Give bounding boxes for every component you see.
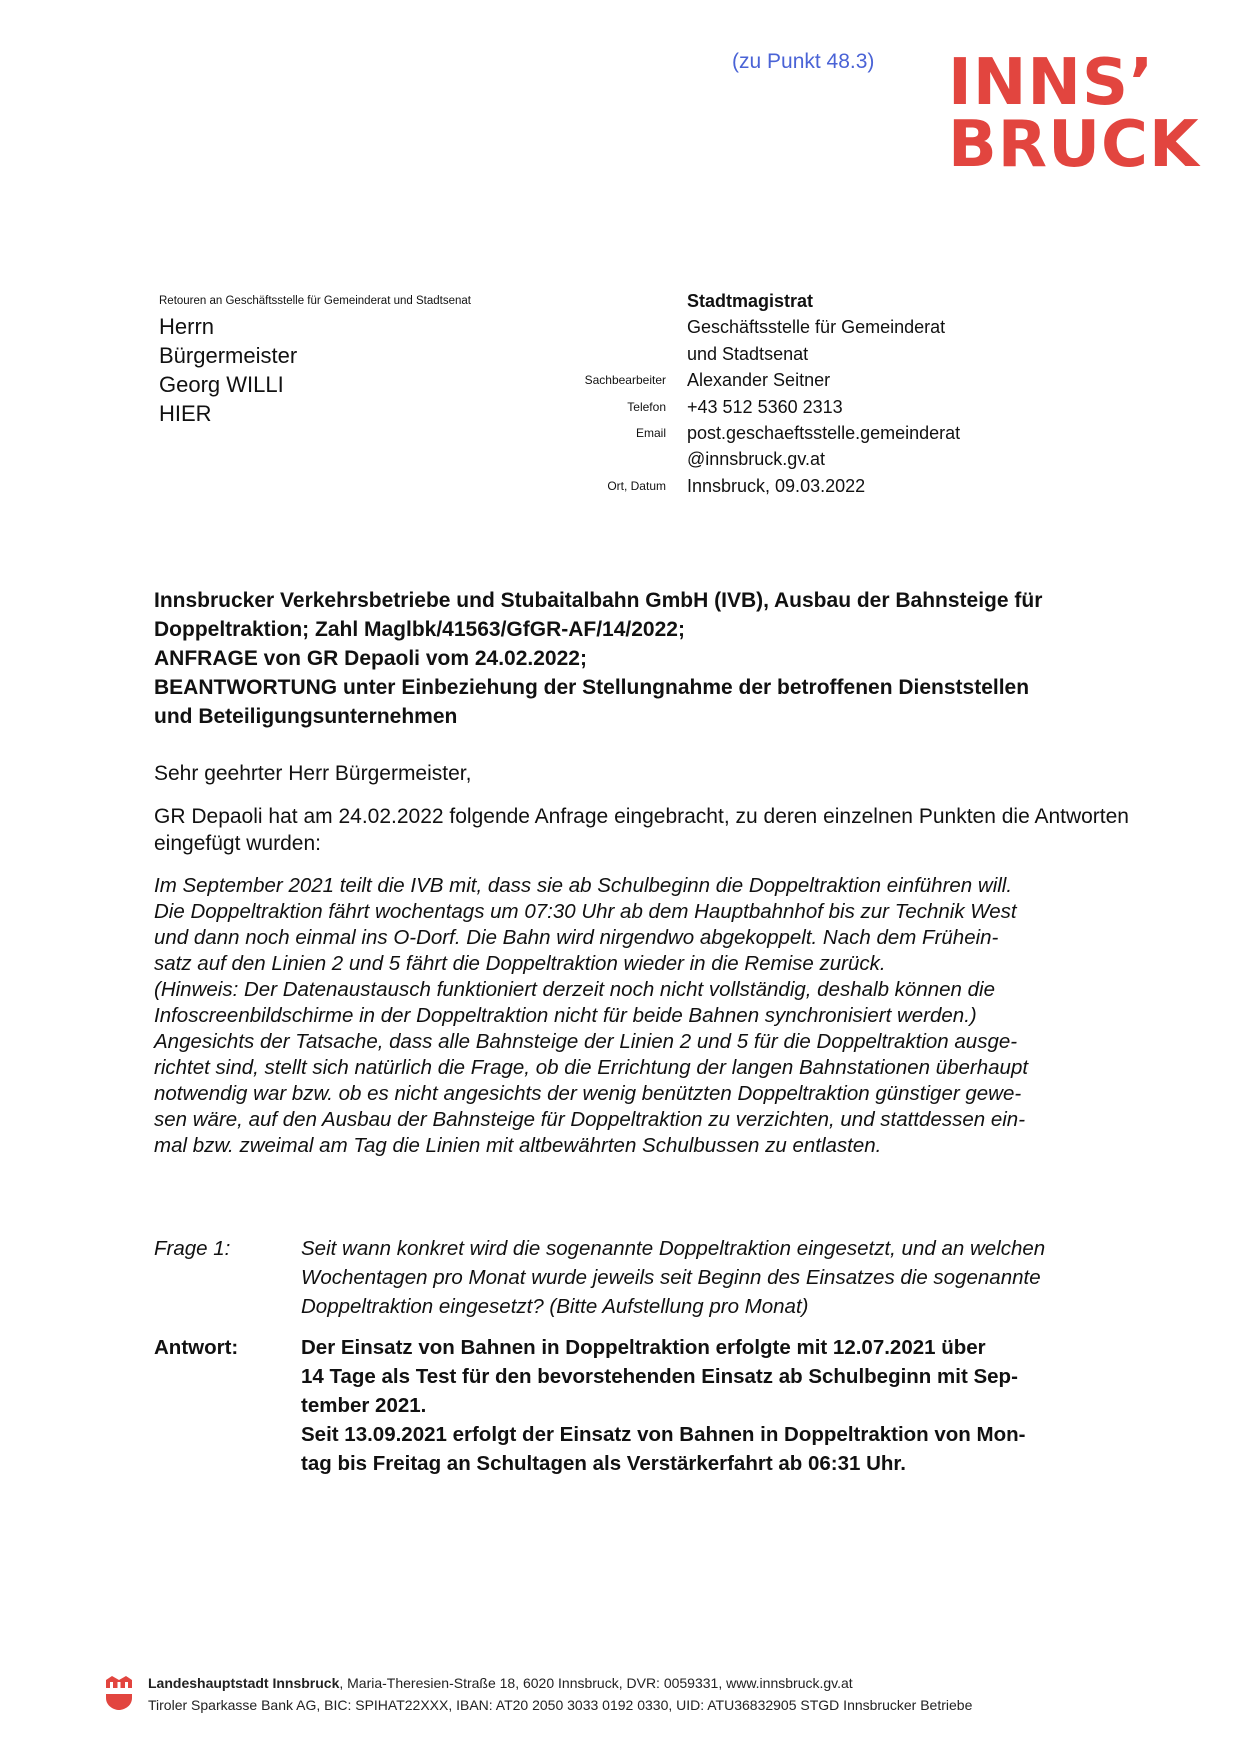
answer-label: Antwort: (154, 1336, 239, 1359)
clerk-label: Sachbearbeiter (584, 373, 666, 388)
answer-line: Seit 13.09.2021 erfolgt der Einsatz von Bahnen in Doppeltraktion von Mon- (301, 1423, 1026, 1446)
answer-line: 14 Tage als Test für den bevorstehenden Einsatz ab Schulbeginn mit Sep- (301, 1365, 1018, 1388)
footer-org-details: , Maria-Theresien-Straße 18, 6020 Innsbruck, DVR: 0059331, www.innsbruck.gv.at (339, 1675, 853, 1691)
question-line: Seit wann konkret wird die sogenannte Doppeltraktion eingesetzt, und an welchen (301, 1237, 1046, 1260)
inquiry-line: (Hinweis: Der Datenaustausch funktioniert derzeit noch nicht vollständig, deshalb können die (154, 978, 995, 1001)
inquiry-line: und dann noch einmal ins O-Dorf. Die Bahn wird nirgendwo abgekoppelt. Nach dem Frühein- (154, 926, 999, 949)
inquiry-line: Angesichts der Tatsache, dass alle Bahnsteige der Linien 2 und 5 für die Doppeltraktion ausge- (154, 1030, 1018, 1053)
recipient-line: HIER (159, 401, 212, 426)
city-emblem-icon (104, 1672, 134, 1712)
inquiry-line: Infoscreenbildschirme in der Doppeltraktion nicht für beide Bahnen synchronisiert werden.) (154, 1004, 977, 1027)
inquiry-line: Die Doppeltraktion fährt wochentags um 07:30 Uhr ab dem Hauptbahnhof bis zur Technik West (154, 900, 1017, 923)
inquiry-line: Im September 2021 teilt die IVB mit, dass sie ab Schulbeginn die Doppeltraktion einführen will. (154, 874, 1013, 897)
subject-line: ANFRAGE von GR Depaoli vom 24.02.2022; (154, 647, 587, 670)
question-label: Frage 1: (154, 1237, 231, 1260)
subject-line: Innsbrucker Verkehrsbetriebe und Stubaitalbahn GmbH (IVB), Ausbau der Bahnsteige für (154, 589, 1043, 612)
answer-line: tember 2021. (301, 1394, 427, 1417)
answer-line: tag bis Freitag an Schultagen als Verstärkerfahrt ab 06:31 Uhr. (301, 1452, 906, 1475)
letter-subject (154, 586, 1134, 731)
innsbruck-logo (948, 46, 1200, 182)
subject-line: BEANTWORTUNG unter Einbeziehung der Stellungnahme der betroffenen Dienststellen (154, 676, 1030, 699)
inquiry-line: notwendig war bzw. ob es nicht angesichts der wenig benützten Doppeltraktion günstiger gewe- (154, 1082, 1022, 1105)
logo-line-1: INNS’ (948, 46, 1155, 120)
return-address: Retouren an Geschäftsstelle für Gemeinderat und Stadtsenat (159, 295, 471, 307)
footer-bank-line: Tiroler Sparkasse Bank AG, BIC: SPIHAT22XXX, IBAN: AT20 2050 3033 0192 0330, UID: ATU36832905 STGD Innsbrucker Betriebe (148, 1697, 973, 1713)
place-date: Innsbruck, 09.03.2022 (687, 475, 866, 496)
sender-office: Stadtmagistrat (687, 291, 814, 311)
email-address-domain: @innsbruck.gv.at (687, 449, 825, 470)
inquiry-line: satz auf den Linien 2 und 5 fährt die Doppeltraktion wieder in die Remise zurück. (154, 952, 886, 975)
question-text (301, 1234, 1241, 1321)
letter-footer (148, 1672, 972, 1716)
clerk-name: Alexander Seitner (687, 370, 831, 391)
email-label: Email (635, 425, 666, 440)
answer-line: Der Einsatz von Bahnen in Doppeltraktion erfolgte mit 12.07.2021 über (301, 1336, 986, 1359)
recipient-address (159, 312, 297, 428)
recipient-line: Bürgermeister (159, 343, 298, 368)
reference-note: (zu Punkt 48.3) (732, 50, 875, 73)
inquiry-line: richtet sind, stellt sich natürlich die Frage, ob die Errichtung der langen Bahnstationen überhaupt (154, 1056, 1029, 1079)
inquiry-text (154, 873, 1129, 1159)
email-address: post.geschaeftsstelle.gemeinderat (687, 422, 961, 443)
phone-label: Telefon (627, 399, 666, 414)
footer-org-line (148, 1672, 972, 1694)
date-label: Ort, Datum (607, 478, 666, 493)
sender-department: und Stadtsenat (687, 343, 809, 364)
answer-text (301, 1333, 1241, 1478)
logo-line-2: BRUCK (948, 108, 1200, 182)
sender-details (687, 288, 960, 499)
intro-paragraph: GR Depaoli hat am 24.02.2022 folgende Anfrage eingebracht, zu deren einzelnen Punkten die Antworten eingefügt wurden: (154, 805, 1129, 855)
question-line: Doppeltraktion eingesetzt? (Bitte Aufstellung pro Monat) (301, 1295, 809, 1318)
inquiry-line: mal bzw. zweimal am Tag die Linien mit altbewährten Schulbussen zu entlasten. (154, 1134, 882, 1157)
subject-line: und Beteiligungsunternehmen (154, 705, 458, 728)
phone-number: +43 512 5360 2313 (687, 396, 843, 417)
salutation: Sehr geehrter Herr Bürgermeister, (154, 762, 472, 785)
recipient-line: Herrn (159, 314, 215, 339)
question-line: Wochentagen pro Monat wurde jeweils seit Beginn des Einsatzes die sogenannte (301, 1266, 1041, 1289)
sender-department: Geschäftsstelle für Gemeinderat (687, 317, 946, 338)
inquiry-line: sen wäre, auf den Ausbau der Bahnsteige für Doppeltraktion zu verzichten, und stattdessen ein- (154, 1108, 1026, 1131)
recipient-line: Georg WILLI (159, 372, 284, 397)
subject-line: Doppeltraktion; Zahl Maglbk/41563/GfGR-AF/14/2022; (154, 618, 685, 641)
footer-org-name: Landeshauptstadt Innsbruck (148, 1675, 340, 1691)
sender-labels (500, 288, 666, 499)
